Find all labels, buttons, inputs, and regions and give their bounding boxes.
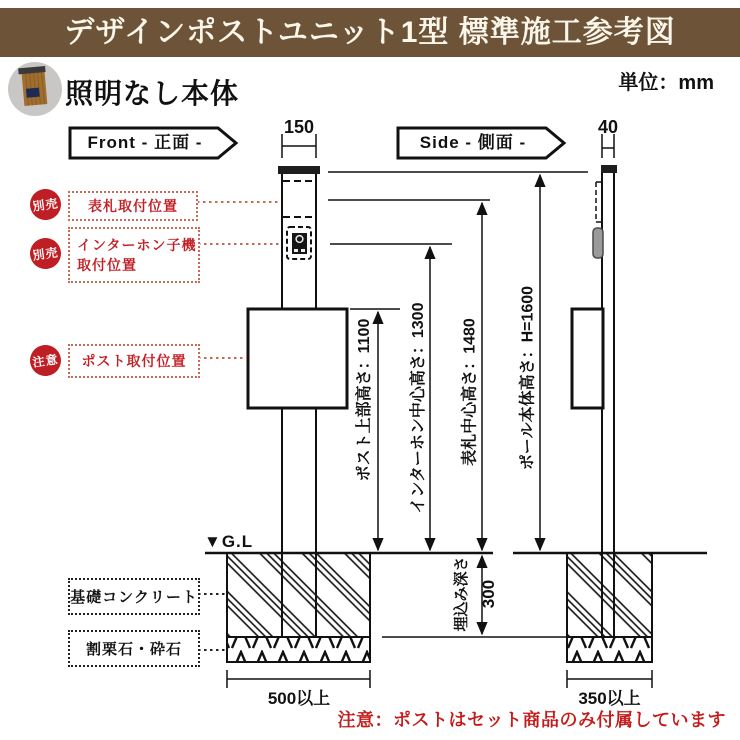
front-footing-width-dim: 500以上: [267, 689, 331, 708]
caution-note: 注意：ポストはセット商品のみ付属しています: [337, 710, 726, 730]
product-photo: [8, 62, 62, 116]
intercom-icon: [287, 227, 311, 259]
post-position-callout: ポスト取付位置: [68, 344, 200, 378]
side-footing-width-dim: 350以上: [578, 689, 641, 708]
crushed-stone-callout: 割栗石・砕石: [68, 630, 200, 667]
post-top-height-dim: ポスト上部高さ：1100: [356, 318, 373, 482]
front-view-label: Front - 正面 -: [87, 133, 203, 152]
embed-depth-label: 埋込み深さ: [453, 556, 470, 632]
side-foundation: [567, 553, 652, 662]
front-foundation: [227, 553, 370, 662]
unit-label: 単位：mm: [618, 72, 714, 94]
intercom-callout-line2: 取付位置: [77, 257, 137, 273]
intercom-callout-line1: インターホン子機: [77, 236, 197, 253]
page-title-banner: デザインポストユニット1型 標準施工参考図: [0, 8, 740, 57]
ground-level-label: ▼G.L: [204, 532, 254, 551]
intercom-center-height-dim: インターホン中心高さ：1300: [410, 302, 427, 514]
front-pole-width-dim: 150: [283, 117, 315, 137]
embed-depth-value: 300: [479, 579, 498, 609]
concrete-callout: 基礎コンクリート: [68, 578, 200, 615]
product-name-heading: 照明なし本体: [65, 78, 240, 109]
front-mailbox: [248, 309, 347, 408]
side-pole-width-dim: 40: [597, 117, 619, 137]
side-mailbox: [572, 309, 603, 408]
pole-body-height-dim: ポール本体高さ：H=1600: [519, 285, 537, 471]
sold-separately-badge-nameplate: 別売: [28, 187, 63, 222]
nameplate-position-callout: 表札取付位置: [68, 191, 198, 221]
side-view-label: Side - 側面 -: [419, 133, 527, 152]
caution-badge-post: 注意: [28, 343, 63, 378]
sold-separately-badge-intercom: 別売: [28, 236, 63, 271]
nameplate-center-height-dim: 表札中心高さ：1480: [461, 318, 479, 466]
intercom-position-callout: [68, 227, 200, 283]
